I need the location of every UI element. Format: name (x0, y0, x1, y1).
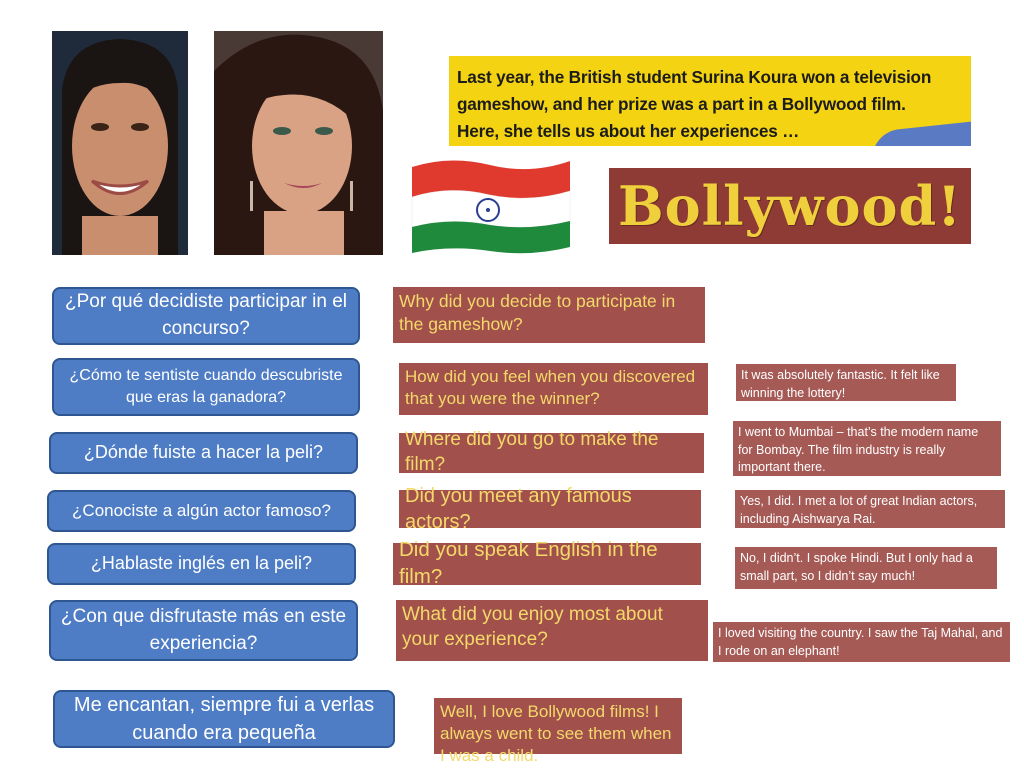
photo-aishwarya-rai (214, 31, 383, 255)
answer-5-text: No, I didn’t. I spoke Hindi. But I only had a small part, so I didn’t say much! (740, 551, 973, 583)
question-es-3-text: ¿Dónde fuiste a hacer la peli? (83, 442, 324, 463)
question-es-5-text: ¿Hablaste inglés en la peli? (90, 553, 313, 574)
answer-2 (736, 364, 956, 401)
question-es-4 (47, 490, 356, 532)
question-en-4-text: Did you meet any famous actors? (405, 485, 632, 533)
question-en-5-text: Did you speak English in the film? (399, 538, 658, 588)
answer-4-text: Yes, I did. I met a lot of great Indian actors, including Aishwarya Rai. (740, 494, 978, 526)
answer-3-text: I went to Mumbai – that’s the modern name for Bombay. The film industry is really important there. (738, 425, 979, 474)
answer-3 (733, 421, 1001, 476)
statement-en-7-text: Well, I love Bollywood films! I always went to see them when I was a child. (440, 702, 672, 766)
question-en-3 (399, 429, 704, 475)
answer-5 (735, 547, 997, 589)
india-flag-icon (410, 155, 572, 255)
answer-4 (735, 490, 1005, 528)
question-en-4 (399, 485, 701, 533)
question-en-2-text: How did you feel when you discovered that you were the winner? (405, 367, 696, 409)
bollywood-title-badge (609, 168, 971, 244)
photo-surina-koura (52, 31, 188, 255)
question-es-3 (49, 432, 358, 474)
statement-es-7 (53, 690, 395, 748)
question-es-4-text: ¿Conociste a algún actor famoso? (72, 501, 331, 521)
question-es-2 (52, 358, 360, 416)
question-es-6 (49, 600, 358, 661)
question-es-1-text: ¿Por qué decidiste participar in el concurso? (65, 291, 347, 339)
intro-banner (449, 56, 971, 146)
question-en-1 (393, 287, 705, 343)
question-en-6-text: What did you enjoy most about your experience? (402, 604, 663, 650)
question-en-5 (393, 538, 701, 588)
answer-6 (713, 622, 1010, 662)
question-es-2-text: ¿Cómo te sentiste cuando descubriste que eras la ganadora? (69, 366, 343, 406)
answer-2-text: It was absolutely fantastic. It felt like winning the lottery! (741, 368, 940, 400)
question-es-6-text: ¿Con que disfrutaste más en este experiencia? (60, 605, 347, 654)
question-en-3-text: Where did you go to make the film? (405, 429, 659, 475)
bollywood-title: Bollywood! (617, 174, 963, 238)
statement-es-7-text: Me encantan, siempre fui a verlas cuando era pequeña (73, 694, 375, 744)
question-es-1 (52, 287, 360, 345)
question-es-5 (47, 543, 356, 585)
answer-6-text: I loved visiting the country. I saw the Taj Mahal, and I rode on an elephant! (718, 626, 1003, 658)
question-en-1-text: Why did you decide to participate in the gameshow? (399, 291, 676, 334)
question-en-6 (396, 600, 708, 661)
statement-en-7 (434, 698, 682, 766)
intro-text: Last year, the British student Surina Koura won a television gameshow, and her prize was a part in a Bollywood film. Here, she tells us about her experiences … (457, 67, 932, 141)
question-en-2 (399, 363, 708, 415)
